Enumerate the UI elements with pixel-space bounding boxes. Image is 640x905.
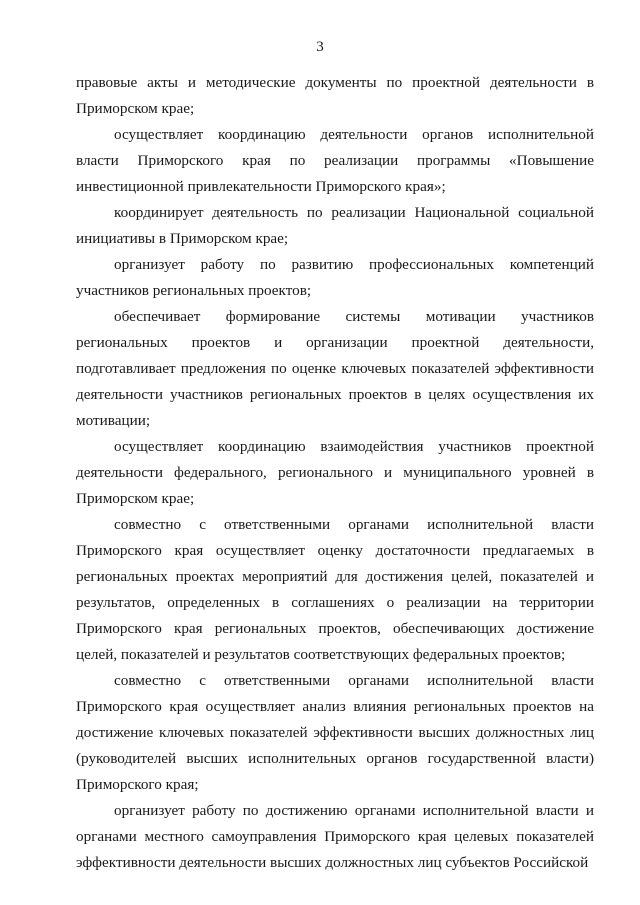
paragraph: организует работу по развитию профессиональных компетенций участников региональных проектов; bbox=[76, 256, 594, 299]
paragraph: организует работу по достижению органами исполнительной власти и органами местного самоуправления Приморского края целевых показателей эффективности деятельности высших должностных лиц субъектов Российской bbox=[76, 802, 594, 871]
paragraph: совместно с ответственными органами исполнительной власти Приморского края осуществляет анализ влияния региональных проектов на достижение ключевых показателей эффективности высших должностных лиц (руководителей высших исполнительных органов государственной власти) Приморского края; bbox=[76, 672, 594, 793]
paragraph: совместно с ответственными органами исполнительной власти Приморского края осуществляет оценку достаточности предлагаемых в региональных проектах мероприятий для достижения целей, показателей и результатов, определенных в соглашениях о реализации на территории Приморского края региональных проектов, обеспечивающих достижение целей, показателей и результатов соответствующих федеральных проектов; bbox=[76, 516, 594, 663]
body-text bbox=[76, 70, 594, 876]
page-number: 3 bbox=[316, 39, 324, 55]
paragraph: осуществляет координацию деятельности органов исполнительной власти Приморского края по реализации программы «Повышение инвестиционной привлекательности Приморского края»; bbox=[76, 126, 594, 195]
paragraph-continuation: правовые акты и методические документы по проектной деятельности в Приморском крае; bbox=[76, 74, 594, 117]
paragraph: обеспечивает формирование системы мотивации участников региональных проектов и организации проектной деятельности, подготавливает предложения по оценке ключевых показателей эффективности деятельности участников региональных проектов в целях осуществления их мотивации; bbox=[76, 308, 594, 429]
paragraph: осуществляет координацию взаимодействия участников проектной деятельности федерального, регионального и муниципального уровней в Приморском крае; bbox=[76, 438, 594, 507]
paragraph: координирует деятельность по реализации Национальной социальной инициативы в Приморском крае; bbox=[76, 204, 594, 247]
